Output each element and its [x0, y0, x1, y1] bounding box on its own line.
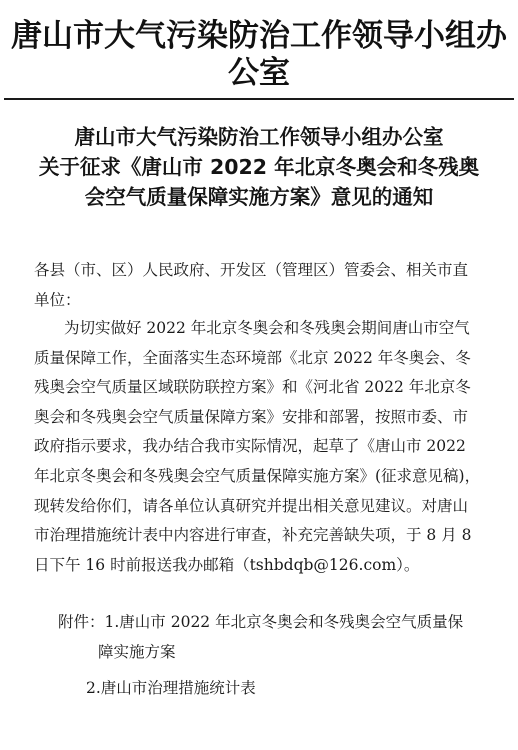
body-line: 奥会和冬残奥会空气质量保障方案》安排和部署，按照市委、市 [34, 407, 469, 426]
salutation-line-2: 单位： [34, 290, 81, 309]
attachment-item-1: 附件：1.唐山市 2022 年北京冬奥会和冬残奥会空气质量保 [58, 613, 464, 631]
body-line: 为切实做好 2022 年北京冬奥会和冬残奥会期间唐山市空气 [64, 319, 470, 337]
body-line: 质量保障工作，全面落实生态环境部《北京 2022 年冬奥会、冬 [34, 348, 471, 367]
attachments-list [58, 608, 498, 704]
letterhead-org-name: 唐山市大气污染防治工作领导小组办公室 [11, 18, 507, 92]
body-line: 政府指示要求，我办结合我市实际情况，起草了《唐山市 2022 [34, 437, 466, 456]
attachment-item-1-continued: 障实施方案 [98, 642, 176, 661]
body-line: 年北京冬奥会和冬残奥会空气质量保障实施方案》(征求意见稿)， [34, 466, 481, 485]
title-line-3: 会空气质量保障实施方案》意见的通知 [84, 185, 434, 209]
title-line-1: 唐山市大气污染防治工作领导小组办公室 [74, 125, 444, 149]
title-line-2: 关于征求《唐山市 2022 年北京冬奥会和冬残奥 [38, 155, 480, 179]
letterhead-divider [4, 98, 514, 100]
body-paragraph [34, 314, 494, 580]
salutation [34, 256, 494, 315]
body-line: 残奥会空气质量区域联防联控方案》和《河北省 2022 年北京冬 [34, 378, 471, 397]
body-line: 现转发给你们，请各单位认真研究并提出相关意见建议。对唐山 [34, 496, 469, 515]
body-line: 日下午 16 时前报送我办邮箱（tshbdqb@126.com）。 [34, 555, 420, 574]
attachment-item-2: 2.唐山市治理措施统计表 [86, 679, 256, 698]
document-title [0, 122, 518, 212]
salutation-line-1: 各县（市、区）人民政府、开发区（管理区）管委会、相关市直 [34, 261, 469, 279]
body-line: 市治理措施统计表中内容进行审查，补充完善缺失项，于 8 月 8 [34, 526, 472, 545]
